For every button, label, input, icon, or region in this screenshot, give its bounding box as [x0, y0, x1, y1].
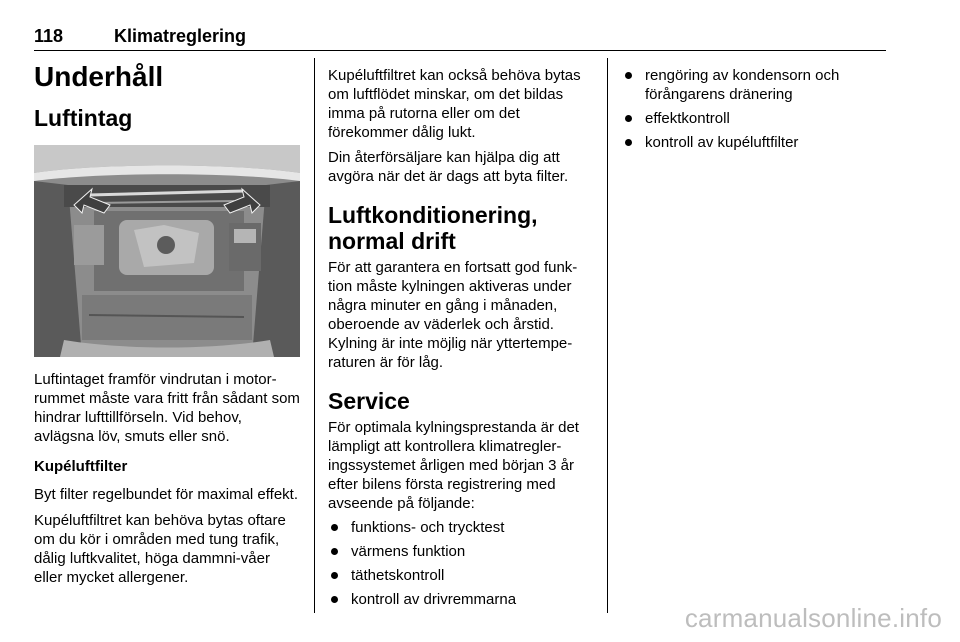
column-divider — [607, 58, 608, 613]
service-list-continued — [622, 66, 888, 152]
list-item: kontroll av drivremmarna — [328, 590, 594, 609]
filter-paragraph-2: Kupéluftfiltret kan behöva bytas oftare om du kör i områden med tung trafik, dålig luftkvalitet, höga dammni-våer eller mycket allergener. — [34, 512, 286, 586]
list-item: rengöring av kondensorn och förångarens dränering — [622, 66, 888, 104]
filter-paragraph-3: Kupéluftfiltret kan också behöva bytas om luftflödet minskar, om det bildas imma på rutorna eller om det förekommer dålig lukt. — [328, 67, 581, 141]
ac-paragraph: För att garantera en fortsatt god funk-tion måste kylningen aktiveras under några minuter en gång i månaden, oberoende av väderlek och årstid. Kylning är inte möjlig när yttertempe-raturen är för låg. — [328, 259, 578, 371]
column-middle — [328, 60, 594, 614]
column-divider — [314, 58, 315, 613]
service-heading: Service — [328, 388, 410, 414]
section-title: Underhåll — [34, 61, 164, 92]
list-item: värmens funktion — [328, 542, 594, 561]
column-right — [622, 60, 888, 157]
watermark: carmanualsonline.info — [684, 603, 942, 633]
filter-paragraph-4: Din återförsäljare kan hjälpa dig att avgöra när det är dags att byta filter. — [328, 149, 569, 185]
service-paragraph: För optimala kylningsprestanda är det lämpligt att kontrollera klimatregler-ingssystemet årligen med början 3 år efter bilens första registrering med avseende på följande: — [328, 419, 579, 512]
chapter-title: Klimatreglering — [114, 26, 247, 46]
service-list — [328, 518, 594, 609]
engine-bay-photo — [34, 145, 300, 357]
ac-normal-operation-heading: Luftkonditionering, normal drift — [328, 202, 538, 254]
page-number: 118 — [34, 26, 64, 46]
page-header — [34, 26, 886, 50]
air-intake-paragraph: Luftintaget framför vindrutan i motor-rummet måste vara fritt från sådant som hindrar lufttillförseln. Vid behov, avlägsna löv, smuts eller snö. — [34, 371, 300, 445]
filter-paragraph-1: Byt filter regelbundet för maximal effekt. — [34, 486, 299, 503]
list-item: funktions- och trycktest — [328, 518, 594, 537]
column-left — [34, 60, 300, 587]
list-item: effektkontroll — [622, 109, 888, 128]
cabin-filter-heading: Kupéluftfilter — [34, 458, 128, 475]
list-item: kontroll av kupéluftfilter — [622, 133, 888, 152]
subsection-title: Luftintag — [34, 105, 133, 131]
list-item: täthetskontroll — [328, 566, 594, 585]
header-rule — [34, 50, 886, 51]
